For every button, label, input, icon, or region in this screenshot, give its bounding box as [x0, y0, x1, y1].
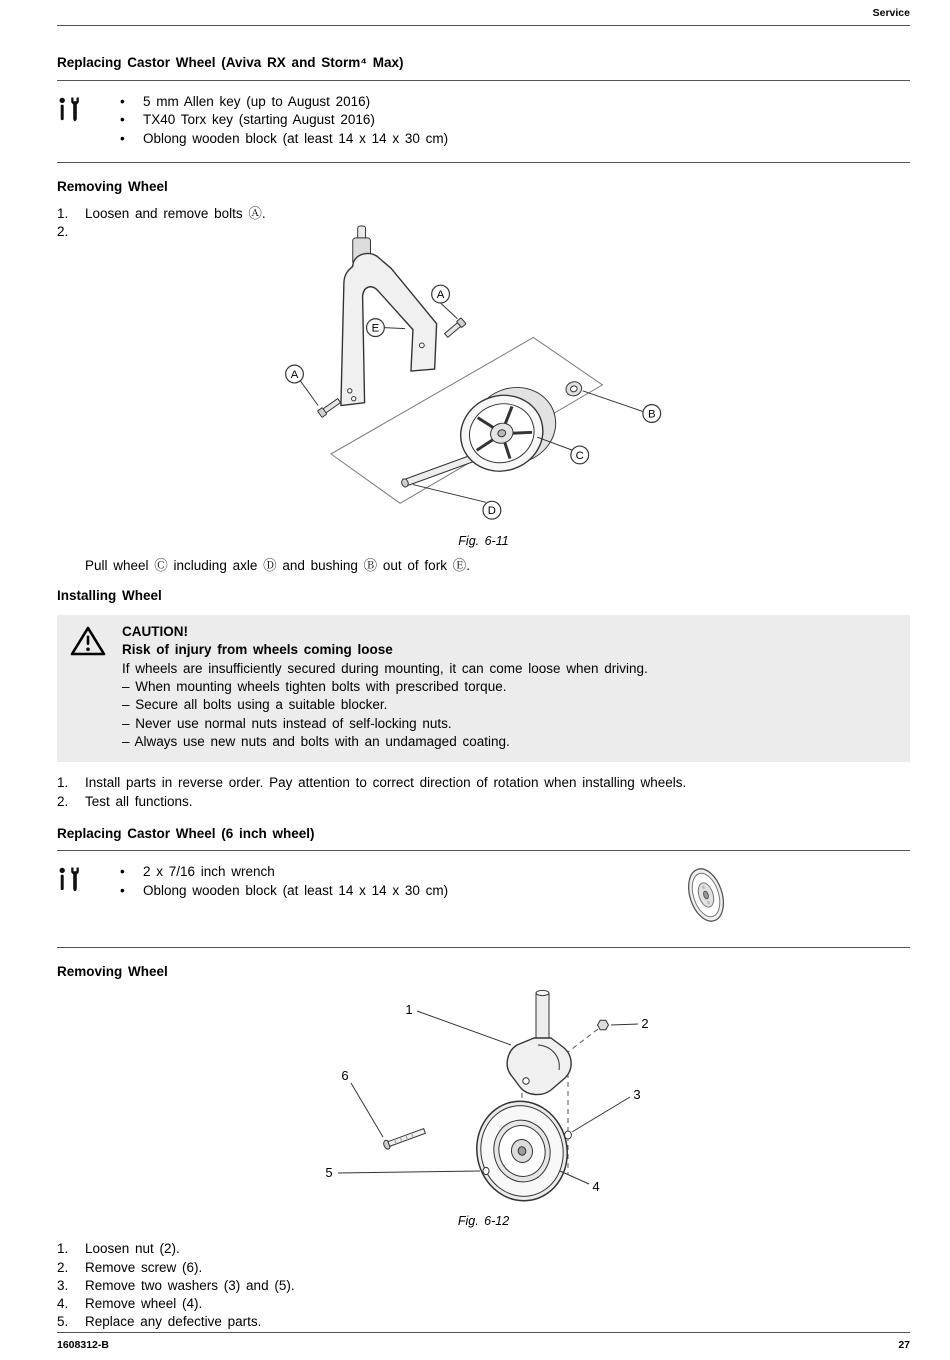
tool-list-rx	[118, 93, 910, 149]
caution-content	[122, 623, 896, 751]
tools-icon-wrap	[57, 93, 118, 129]
page-header	[57, 0, 910, 26]
fig-6-12-label-3: 3	[632, 1086, 641, 1102]
caution-body: If wheels are insufficiently secured during mounting, it can come loose when driving.	[122, 660, 648, 676]
tool-item: • TX40 Torx key (starting August 2016)	[118, 111, 910, 130]
nut-2	[597, 1020, 608, 1030]
header-label: Service	[872, 7, 910, 19]
caution-point: – Always use new nuts and bolts with an undamaged coating.	[122, 733, 510, 749]
step-item: Replace any defective parts.	[85, 1314, 262, 1330]
pull-wheel-text: Pull wheel Ⓒ including axle Ⓓ and bushing Ⓑ out of fork Ⓔ.	[85, 558, 470, 574]
removing-steps-rx	[57, 205, 910, 223]
fig-6-11-label-c: C	[575, 449, 584, 462]
wheel-4	[467, 1093, 576, 1207]
tool-item: • 2 x 7/16 inch wrench	[118, 863, 680, 882]
tool-item: • 5 mm Allen key (up to August 2016)	[118, 93, 910, 112]
fig-6-12-label-4: 4	[591, 1178, 600, 1194]
fig-6-12-label-1: 1	[404, 1001, 413, 1017]
caution-subtitle: Risk of injury from wheels coming loose	[122, 642, 393, 658]
step-item: Test all functions.	[85, 793, 193, 809]
screw-6	[382, 1127, 426, 1150]
bolt-a-left	[317, 397, 341, 417]
fork-e	[340, 226, 436, 406]
fig-6-12-drawing	[314, 985, 654, 1207]
fig-6-11-label-a1: A	[436, 289, 444, 302]
tool-wheel-wrap	[680, 863, 910, 932]
section-title-rx: Replacing Castor Wheel (Aviva RX and Storm⁴ Max)	[57, 54, 910, 80]
wheel-c	[450, 377, 565, 482]
tool-item: • Oblong wooden block (at least 14 x 14 x 30 cm)	[118, 130, 910, 149]
page-footer	[57, 1332, 910, 1352]
page-number: 27	[898, 1338, 910, 1351]
fig-6-11-drawing	[264, 225, 704, 527]
step-item: Loosen nut (2).	[85, 1241, 180, 1257]
step-item: Remove wheel (4).	[85, 1296, 203, 1312]
tools-icon	[57, 865, 82, 894]
caution-icon-wrap	[70, 623, 122, 751]
removing-steps-6inch	[57, 1240, 910, 1331]
caution-point: – Secure all bolts using a suitable blocker.	[122, 697, 388, 713]
fig-6-11-caption: Fig. 6-11	[458, 534, 509, 549]
tools-icon-wrap	[57, 863, 118, 899]
fig-6-11-label-a2: A	[290, 369, 298, 382]
section-title-6inch: Replacing Castor Wheel (6 inch wheel)	[57, 825, 910, 851]
installing-wheel-heading: Installing Wheel	[57, 587, 162, 603]
tool-list-6inch	[118, 863, 680, 900]
fig-6-12-label-5: 5	[324, 1164, 333, 1180]
fig-6-12-label-2: 2	[640, 1015, 649, 1031]
fig-6-12-label-6: 6	[340, 1067, 349, 1083]
caution-point: – When mounting wheels tighten bolts with prescribed torque.	[122, 679, 507, 695]
step-item: Remove screw (6).	[85, 1259, 203, 1275]
installing-steps	[57, 774, 910, 811]
removing-wheel-heading-rx: Removing Wheel	[57, 179, 168, 195]
figure-6-11	[57, 225, 910, 550]
fig-6-12-caption: Fig. 6-12	[457, 1214, 510, 1229]
fig-6-11-label-d: D	[487, 505, 496, 518]
fig-6-11-label-b: B	[647, 408, 656, 421]
caution-box	[57, 615, 910, 762]
castor-stem	[536, 990, 549, 1040]
removing-wheel-heading-6inch: Removing Wheel	[57, 963, 168, 979]
tool-item: • Oblong wooden block (at least 14 x 14 x 30 cm)	[118, 882, 680, 901]
castor-body	[507, 1038, 571, 1095]
figure-6-12	[57, 985, 910, 1230]
caution-point: – Never use normal nuts instead of self-locking nuts.	[122, 715, 452, 731]
tools-icon	[57, 95, 82, 124]
tools-row-6inch	[57, 851, 910, 947]
warning-triangle-icon	[70, 625, 106, 657]
step-item: Install parts in reverse order. Pay attention to correct direction of rotation when installing wheels.	[85, 775, 687, 791]
bushing-b	[564, 380, 583, 398]
bolt-a-top	[443, 318, 465, 339]
washer-5	[483, 1167, 489, 1174]
step-item: Remove two washers (3) and (5).	[85, 1277, 295, 1293]
washer-3	[564, 1131, 571, 1139]
fig-6-11-label-e: E	[371, 322, 379, 335]
tools-row-rx	[57, 81, 910, 164]
step-item: Loosen and remove bolts Ⓐ.	[85, 205, 266, 221]
document-id: 1608312-B	[57, 1338, 109, 1351]
caution-title: CAUTION!	[122, 624, 188, 640]
small-wheel-image	[680, 863, 732, 927]
